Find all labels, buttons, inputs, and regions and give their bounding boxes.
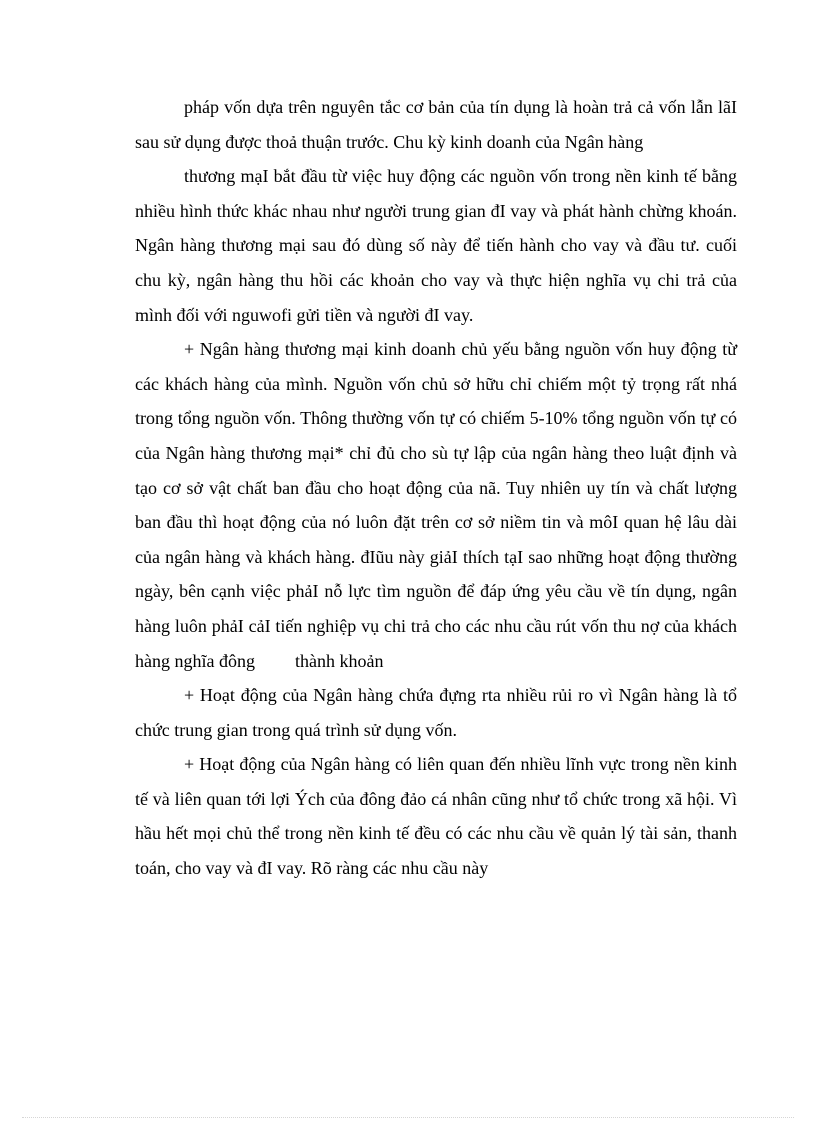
paragraph-5: + Hoạt động của Ngân hàng có liên quan đến nhiều lĩnh vực trong nền kinh tế và liên quan tới lợi Ých của đông đảo cá nhân cũng như tổ chức trong xã hội. Vì hầu hết mọi chủ thể trong nền kinh tế đều có các nhu cầu về quản lý tài sản, thanh toán, cho vay và đI vay. Rõ ràng các nhu cầu này xyxy=(135,754,737,879)
paragraph-1: pháp vốn dựa trên nguyên tắc cơ bản của tín dụng là hoàn trả cả vốn lẫn lãI sau sử dụng được thoả thuận trước. Chu kỳ kinh doanh của Ngân hàng xyxy=(135,97,737,152)
paragraph-3-tail: thành khoản xyxy=(294,650,384,671)
paragraph-2: thương mạI bắt đầu từ việc huy động các nguồn vốn trong nền kinh tế bằng nhiều hình thức khác nhau như người trung gian đI vay và phát hành chừng khoán. Ngân hàng thương mại sau đó dùng số này để tiến hành cho vay và đầu tư. cuối chu kỳ, ngân hàng thu hồi các khoản cho vay và thực hiện nghĩa vụ chi trả của mình đối với nguwofi gửi tiền và người đI vay. xyxy=(135,166,737,325)
page-bottom-border xyxy=(22,1117,794,1118)
paragraph-3 xyxy=(135,332,737,678)
paragraph-3-text: + Ngân hàng thương mại kinh doanh chủ yếu bằng nguồn vốn huy động từ các khách hàng của mình. Nguồn vốn chủ sở hữu chỉ chiếm một tỷ trọng rất nhá trong tổng nguồn vốn. Thông thường vốn tự có chiếm 5-10% tổng nguồn vốn tự có của Ngân hàng thương mại* chỉ đủ cho sù tự lập của ngân hàng theo luật định và tạo cơ sở vật chất ban đầu cho hoạt động của nã. Tuy nhiên uy tín và chất lượng ban đầu thì hoạt động của nó luôn đặt trên cơ sở niềm tin và môI quan hệ lâu dài của ngân hàng và khách hàng. đIũu này giảI thích tạI sao những hoạt động thường ngày, bên cạnh việc phảI nỗ lực tìm nguồn để đáp ứng yêu cầu về tín dụng, ngân hàng luôn phảI cảI tiến nghiệp vụ chi trả cho các nhu cầu rút vốn thu nợ của khách hàng nghĩa đông xyxy=(135,339,737,671)
document-body xyxy=(135,90,737,886)
paragraph-4: + Hoạt động của Ngân hàng chứa đựng rta nhiều rủi ro vì Ngân hàng là tổ chức trung gian trong quá trình sử dụng vốn. xyxy=(135,685,737,740)
